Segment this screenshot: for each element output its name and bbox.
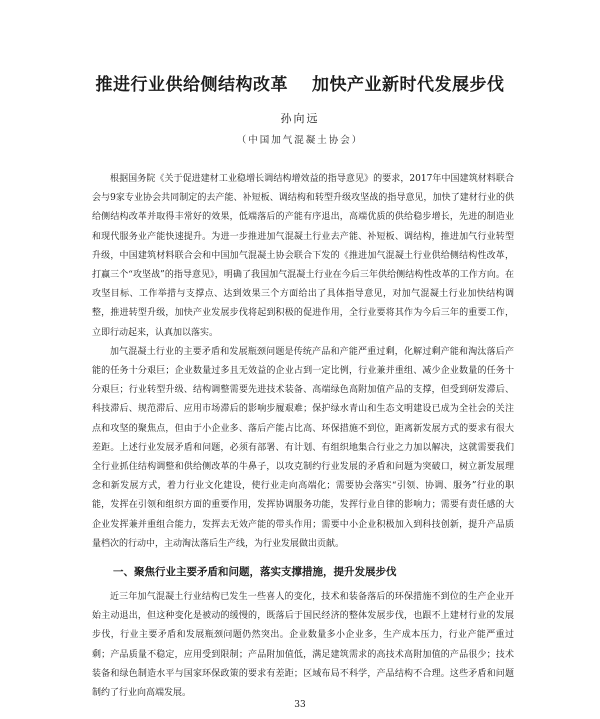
article-body: [92, 170, 514, 703]
title-part-1: 推进行业供给侧结构改革: [95, 75, 288, 95]
article-title: [40, 70, 560, 95]
author-affiliation: （中国加气混凝土协会）: [236, 135, 364, 146]
title-part-2: 加快产业新时代发展步伐: [312, 75, 505, 95]
section-paragraph: 近三年加气混凝土行业结构已发生一些喜人的变化，技术和装备落后的环保措施不到位的生产企业开始主动退出，但这种变化是被动的缓慢的，既落后于国民经济的整体发展步伐，也跟不上建材行业的发展步伐，行业主要矛盾和发展瓶颈问题仍然突出。企业数量多小企业多，生产成本压力，行业产能严重过剩；产品质量不稳定，应用受到限制；产品附加值低，满足建筑需求的高技术高附加值的产品很少；技术装备和绿色制造水平与国家环保政策的要求有差距；区域布局不科学，产品结构不合理。这些矛盾和问题制约了行业向高端发展。: [92, 592, 514, 699]
body-paragraph-2: 加气混凝土行业的主要矛盾和发展瓶颈问题是传统产品和产能严重过剩，化解过剩产能和淘汰落后产能的任务十分艰巨；企业数量过多且无效益的企业占到一定比例，行业兼并重组、减少企业数量的任务十分艰巨；行业转型升级、结构调整需要先进技术装备、高端绿色高附加值产品的支撑，但受到研发滞后、科技滞后、规范滞后、应用市场滞后的影响步履艰难；保护绿水青山和生态文明建设已成为全社会的关注点和攻坚的聚焦点，但由于小企业多、落后产能占比高、环保措施不到位，距离新发展方式的要求有很大差距。上述行业发展矛盾和问题，必须有部署、有计划、有组织地集合行业之力加以解决，这就需要我们全行业抓住结构调整和供给侧改革的牛鼻子，以攻克制约行业发展的矛盾和问题为突破口，树立新发展理念和新发展方式，着力行业文化建设，使行业走向高端化；需要协会落实“引领、协调、服务”行业的职能，发挥在引领和组织方面的重要作用，发挥协调服务功能，发挥行业自律的影响力；需要有责任感的大企业发挥兼并重组合能力，发挥去无效产能的带头作用；需要中小企业积极加入到科技创新，提升产品质量档次的行动中，主动淘汰落后生产线，为行业发展做出贡献。: [92, 346, 514, 549]
author-name: 孙向远: [280, 112, 320, 125]
body-paragraph-1: 根据国务院《关于促进建材工业稳增长调结构增效益的指导意见》的要求，2017年中国建筑材料联合会与9家专业协会共同制定的去产能、补短板、调结构和转型升级攻坚战的指导意见，加快了建材行业的供给侧结构改革并取得丰常好的效果，低端落后的产能有序退出，高端优质的供给稳步增长，先进的制造业和现代服务业产能快速提升。为进一步推进加气混凝土行业去产能、补短板、调结构，推进加气行业转型升级，中国建筑材料联合会和中国加气混凝土协会联合下发的《推进加气混凝土行业供给侧结构性改革，打赢三个“攻坚战”的指导意见》，明确了我国加气混凝土行业在今后三年供给侧结构性改革的工作方向。在攻坚目标、工作举措与支撑点、达到效果三个方面给出了具体指导意见，对加气混凝土行业加快结构调整，推进转型升级，加快产业发展步伐将起到积极的促进作用，全行业要将其作为今后三年的重要工作，立即行动起来，认真加以落实。: [92, 174, 514, 338]
section-heading: 一、聚焦行业主要矛盾和问题，落实支撑措施，提升发展步伐: [113, 566, 397, 579]
page-number: 33: [294, 700, 306, 710]
